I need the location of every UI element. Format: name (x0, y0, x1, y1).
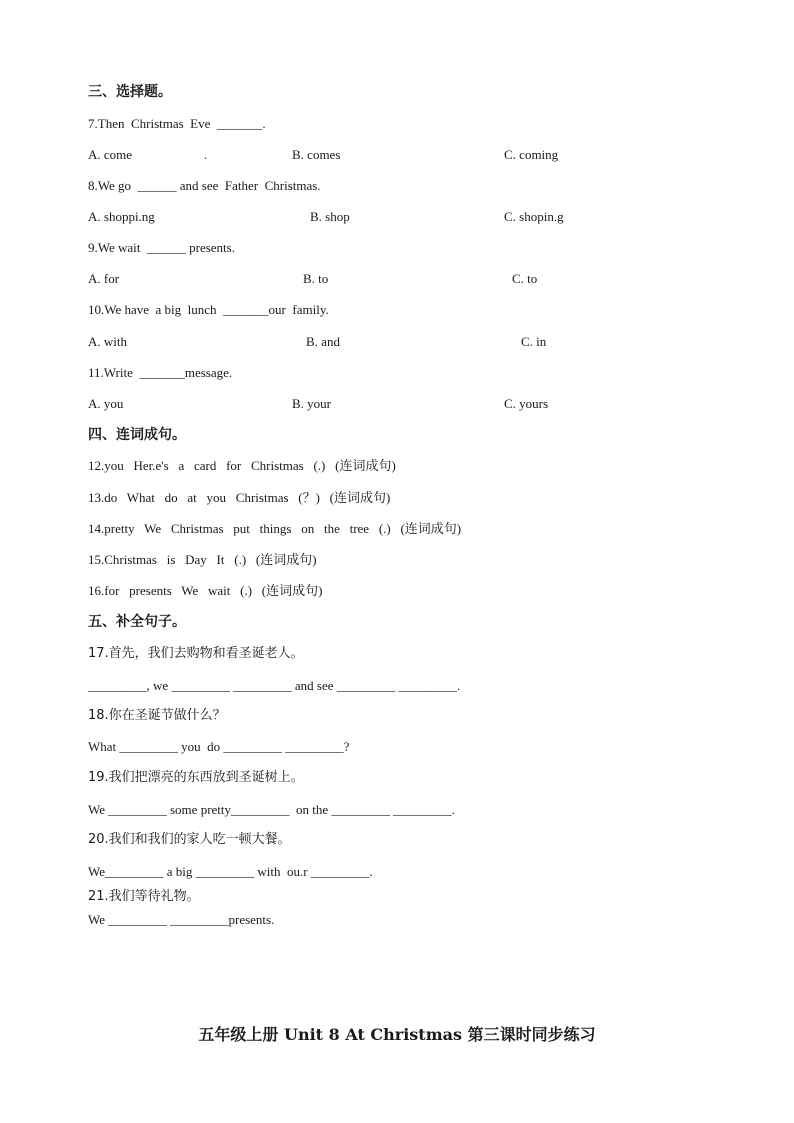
question-7-option-b: B. comes (292, 147, 341, 162)
question-11-stem: 11.Write _______message. (88, 365, 233, 380)
complete-item-20-english: We_________ a big _________ with ou.r _________. (88, 864, 373, 879)
section-heading-complete: 五、补全句子。 (88, 614, 186, 630)
question-7-option-a: A. come (88, 147, 133, 162)
reorder-item-12: 12.you Her.e's a card for Christmas (.) (连词成句) (88, 458, 396, 473)
complete-item-20-chinese: 20.我们和我们的家人吃一顿大餐。 (88, 832, 291, 847)
question-8-stem: 8.We go ______ and see Father Christmas. (88, 178, 321, 193)
question-10-option-c: C. in (521, 334, 547, 349)
section-heading-choice: 三、选择题。 (88, 84, 172, 100)
question-11-option-c: C. yours (504, 396, 549, 411)
complete-item-21-english: We _________ _________presents. (88, 912, 275, 927)
question-9-stem: 9.We wait ______ presents. (88, 240, 235, 255)
question-9-option-a: A. for (88, 271, 120, 286)
question-9-option-b: B. to (303, 271, 329, 286)
question-11-option-a: A. you (88, 396, 124, 411)
complete-item-19-english: We _________ some pretty_________ on the _________ _________. (88, 802, 455, 817)
question-8-option-b: B. shop (310, 209, 350, 224)
question-11-option-b: B. your (292, 396, 331, 411)
reorder-item-14: 14.pretty We Christmas put things on the tree (.) (连词成句) (88, 521, 462, 536)
question-8-option-a: A. shoppi.ng (88, 209, 155, 224)
question-7-dot: . (204, 147, 208, 162)
question-7-stem: 7.Then Christmas Eve _______. (88, 116, 266, 131)
reorder-item-15: 15.Christmas is Day It (.) (连词成句) (88, 552, 317, 567)
question-7-option-c: C. coming (504, 147, 559, 162)
complete-item-18-chinese: 18.你在圣诞节做什么？ (88, 708, 226, 723)
question-10-stem: 10.We have a big lunch _______our family. (88, 302, 329, 317)
reorder-item-16: 16.for presents We wait (.) (连词成句) (88, 583, 323, 598)
complete-item-18-english: What _________ you do _________ _________? (88, 739, 350, 754)
worksheet-title: 五年级上册 Unit 8 At Christmas 第三课时同步练习 (198, 1025, 596, 1044)
question-8-option-c: C. shopin.g (504, 209, 564, 224)
question-10-option-b: B. and (306, 334, 340, 349)
section-heading-reorder: 四、连词成句。 (88, 427, 186, 443)
complete-item-17-english: _________, we _________ _________ and see _________ _________. (88, 678, 461, 693)
complete-item-21-chinese: 21.我们等待礼物。 (88, 889, 200, 904)
reorder-item-13: 13.do What do at you Christmas (？) (连词成句) (88, 490, 391, 505)
complete-item-19-chinese: 19.我们把漂亮的东西放到圣诞树上。 (88, 770, 304, 785)
question-10-option-a: A. with (88, 334, 127, 349)
question-9-option-c: C. to (512, 271, 538, 286)
complete-item-17-chinese: 17.首先，我们去购物和看圣诞老人。 (88, 646, 304, 661)
